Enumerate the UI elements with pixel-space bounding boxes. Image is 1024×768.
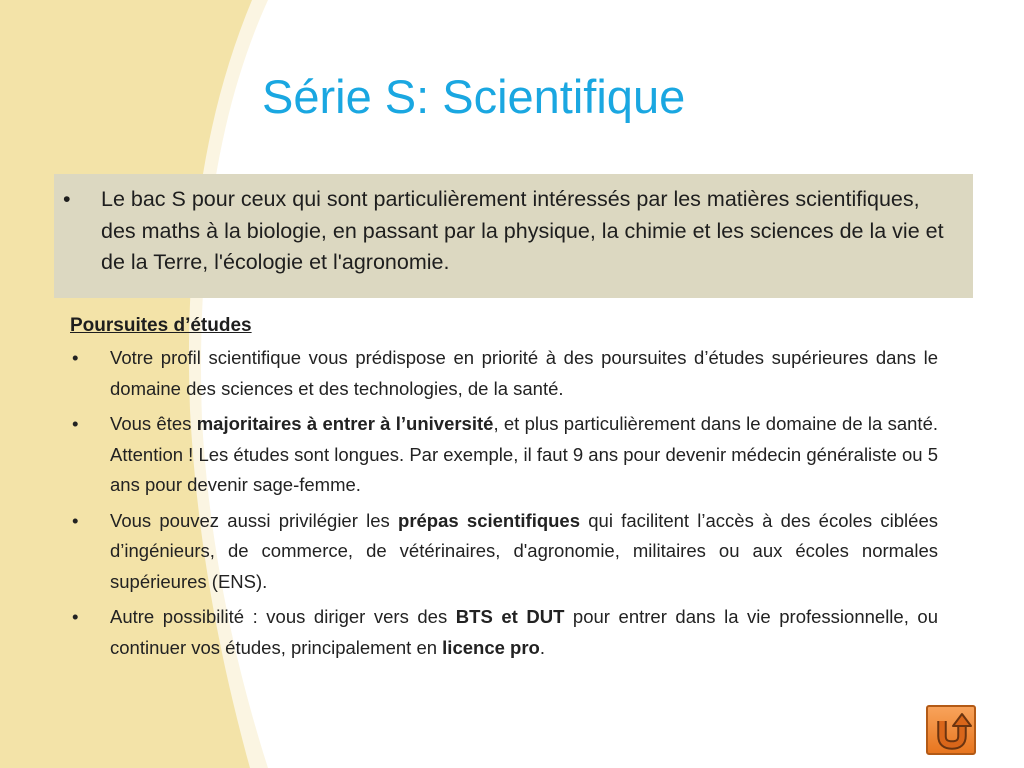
content-area bbox=[70, 312, 938, 668]
u-turn-arrow-icon bbox=[931, 710, 973, 752]
item-text: pour entrer dans la vie professionnelle, ou continuer vos études, principalement en bbox=[110, 606, 938, 658]
item-text-bold: majoritaires à entrer à l’université bbox=[196, 413, 494, 434]
item-text: Autre possibilité : vous diriger vers des bbox=[110, 606, 456, 627]
item-text-bold: prépas scientifiques bbox=[398, 509, 581, 531]
item-text-bold: BTS et DUT bbox=[455, 606, 565, 627]
return-button[interactable] bbox=[926, 705, 976, 755]
bullet-marker: • bbox=[72, 509, 79, 531]
list-item bbox=[70, 409, 938, 501]
list-item bbox=[70, 506, 938, 598]
bullet-marker: • bbox=[72, 606, 79, 627]
item-text: , et plus particulièrement dans le domaine de la santé. Attention ! Les études sont longues. Par exemple, il faut 9 ans pour devenir médecin généraliste ou 5 ans pour devenir sage-femme. bbox=[110, 413, 939, 495]
item-text: Votre profil scientifique vous prédispose en priorité à des poursuites d’études supérieures dans le domaine des sciences et des technologies, de la santé. bbox=[110, 347, 938, 399]
bullet-marker: • bbox=[63, 187, 71, 211]
list-item bbox=[70, 602, 938, 663]
item-text: qui facilitent l’accès à des écoles ciblées d’ingénieurs, de commerce, de vétérinaires, d'agronomie, militaires ou aux écoles normales supérieures (ENS). bbox=[110, 509, 938, 592]
intro-box bbox=[54, 174, 973, 298]
section-heading: Poursuites d’études bbox=[70, 315, 252, 336]
intro-text: Le bac S pour ceux qui sont particulièrement intéressés par les matières scientifiques, des maths à la biologie, en passant par la physique, la chimie et les sciences de la vie et de la Terre, l'écologie et l'agronomie. bbox=[101, 187, 944, 274]
list-item bbox=[70, 343, 938, 404]
item-text: Vous êtes bbox=[110, 413, 197, 434]
bullet-marker: • bbox=[72, 413, 79, 434]
item-text: . bbox=[539, 636, 545, 658]
item-text: Vous pouvez aussi privilégier les bbox=[110, 509, 399, 531]
intro-bullet-item bbox=[54, 184, 959, 279]
item-text-bold: licence pro bbox=[442, 636, 540, 658]
bullet-marker: • bbox=[72, 347, 79, 368]
bullet-list bbox=[70, 343, 938, 663]
slide-title: Série S: Scientifique bbox=[262, 70, 686, 123]
